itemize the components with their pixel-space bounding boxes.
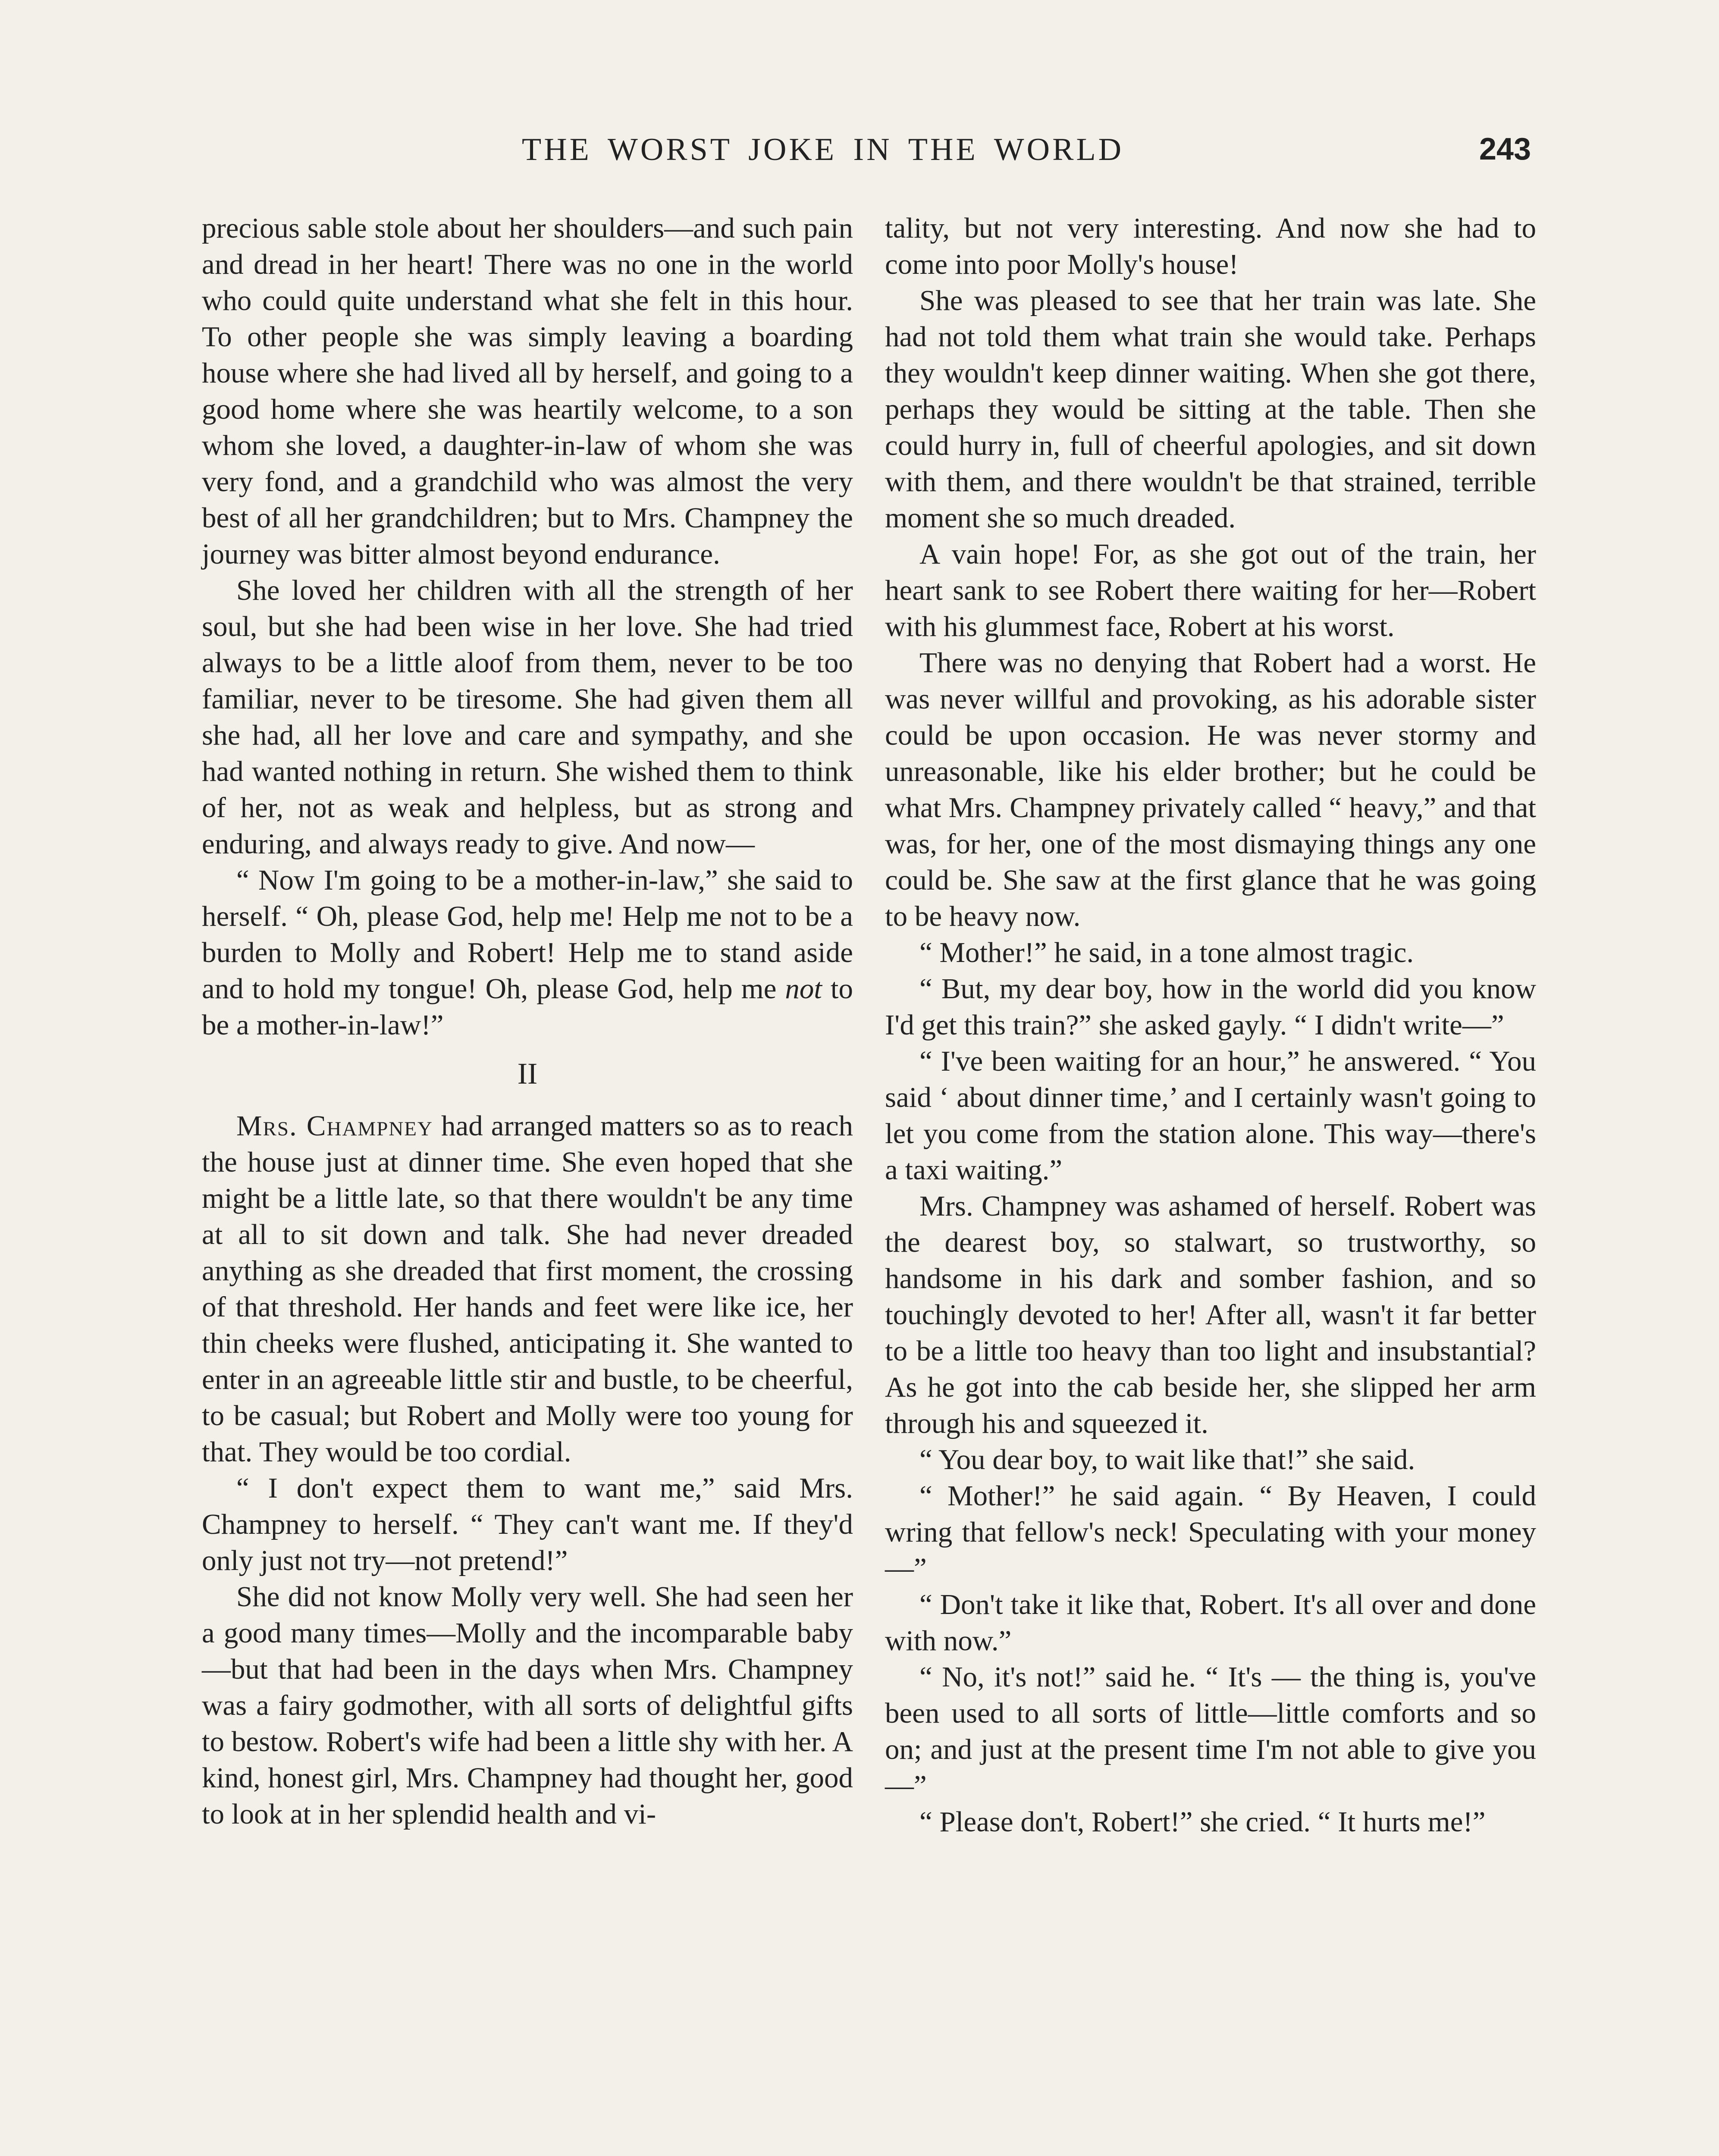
- paragraph: “ Mother!” he said, in a tone almost tragic.: [919, 937, 1414, 968]
- emphasized-word: not: [785, 973, 822, 1005]
- page-header: [203, 132, 1531, 179]
- paragraph: She loved her children with all the strength of her soul, but she had been wise in her love. She had tried always to be a little aloof from them, never to be too familiar, never to be tiresome. She had given them all she had, all her love and care and sympathy, and she had wanted nothing in return. She wished them to think of her, not as weak and helpless, but as strong and enduring, and always ready to give. And now—: [202, 574, 853, 860]
- paragraph: tality, but not very interesting. And now she had to come into poor Molly's house!: [885, 212, 1536, 280]
- running-title: THE WORST JOKE IN THE WORLD: [522, 132, 1124, 167]
- right-column: [885, 210, 1536, 1840]
- paragraph: There was no denying that Robert had a worst. He was never willful and provoking, as his adorable sister could be upon occasion. He was never stormy and unreasonable, like his elder brother; but he could be what Mrs. Champney privately called “ heavy,” and that was, for her, one of the most dismaying things any one could be. She saw at the first glance that he was going to be heavy now.: [885, 647, 1536, 932]
- paragraph: “ Don't take it like that, Robert. It's all over and done with now.”: [885, 1589, 1536, 1657]
- paragraph: “ I don't expect them to want me,” said Mrs. Champney to herself. “ They can't want me. If they'd only just not try—not pretend!”: [202, 1472, 853, 1576]
- paragraph: “ You dear boy, to wait like that!” she said.: [919, 1444, 1415, 1476]
- page-number: 243: [1479, 132, 1531, 166]
- paragraph: Mrs. Champney was ashamed of herself. Robert was the dearest boy, so stalwart, so trustworthy, so handsome in his dark and somber fashion, and so touchingly devoted to her! After all, wasn't it far better to be a little too heavy than too light and insubstantial? As he got into the cab beside her, she slipped her arm through his and squeezed it.: [885, 1190, 1536, 1439]
- paragraph: “ I've been waiting for an hour,” he answered. “ You said ‘ about dinner time,’ and I certainly wasn't going to let you come from the station alone. This way—there's a taxi waiting.”: [885, 1045, 1536, 1186]
- paragraph: A vain hope! For, as she got out of the train, her heart sank to see Robert there waiting for her—Robert with his glummest face, Robert at his worst.: [885, 538, 1536, 642]
- paragraph-text: to be a mother-in-law!”: [202, 973, 853, 1041]
- paragraph: “ Mother!” he said again. “ By Heaven, I could wring that fellow's neck! Speculating with your money—”: [885, 1480, 1536, 1584]
- paragraph: “ Please don't, Robert!” she cried. “ It hurts me!”: [919, 1806, 1486, 1838]
- paragraph-text: had arranged matters so as to reach the house just at dinner time. She even hoped that she might be a little late, so that there wouldn't be any time at all to sit down and talk. She had never dreaded anything as she dreaded that first moment, the crossing of that threshold. Her hands and feet were like ice, her thin cheeks were flushed, anticipating it. She wanted to enter in an agreeable little stir and bustle, to be cheerful, to be casual; but Robert and Molly were too young for that. They would be too cordial.: [202, 1110, 853, 1468]
- paragraph: “ No, it's not!” said he. “ It's — the thing is, you've been used to all sorts of little—little comforts and so on; and just at the present time I'm not able to give you—”: [885, 1661, 1536, 1802]
- paragraph-text: “ Now I'm going to be a mother-in-law,” she said to herself. “ Oh, please God, help me! Help me not to be a burden to Molly and Robert! Help me to stand aside and to hold my tongue! Oh, please God, help me: [202, 864, 853, 1005]
- paragraph: [202, 1108, 853, 1470]
- small-caps-lead: Mrs. Champney: [236, 1110, 433, 1142]
- paragraph: precious sable stole about her shoulders—and such pain and dread in her heart! There was no one in the world who could quite understand what she felt in this hour. To other people she was simply leaving a boarding house where she had lived all by herself, and going to a good home where she was heartily welcome, to a son whom she loved, a daughter-in-law of whom she was very fond, and a grandchild who was almost the very best of all her grandchildren; but to Mrs. Champney the journey was bitter almost beyond endurance.: [202, 212, 853, 570]
- paragraph: She did not know Molly very well. She had seen her a good many times—Molly and the incomparable baby—but that had been in the days when Mrs. Champney was a fairy godmother, with all sorts of delightful gifts to bestow. Robert's wife had been a little shy with her. A kind, honest girl, Mrs. Champney had thought her, good to look at in her splendid health and vi-: [202, 1581, 853, 1830]
- paragraph: “ But, my dear boy, how in the world did you know I'd get this train?” she asked gayly. “ I didn't write—”: [885, 973, 1536, 1041]
- paragraph: [202, 862, 853, 1043]
- paragraph: She was pleased to see that her train was late. She had not told them what train she would take. Perhaps they wouldn't keep dinner waiting. When she got there, perhaps they would be sitting at the table. Then she could hurry in, full of cheerful apologies, and sit down with them, and there wouldn't be that strained, terrible moment she so much dreaded.: [885, 285, 1536, 534]
- section-number: II: [517, 1057, 538, 1091]
- left-column: [202, 210, 853, 1832]
